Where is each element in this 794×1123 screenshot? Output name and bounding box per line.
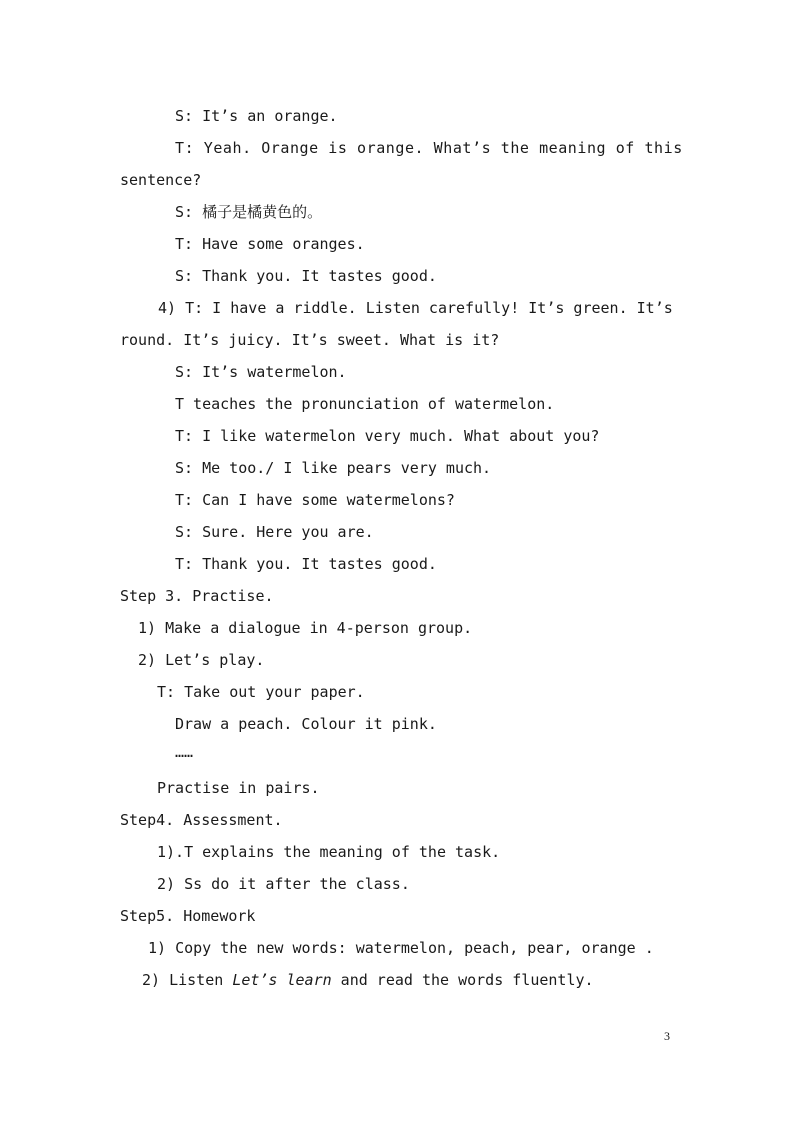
- text-line: 1) Copy the new words: watermelon, peach, pear, orange .: [148, 939, 654, 957]
- text-line: T: Thank you. It tastes good.: [175, 555, 437, 573]
- text-line: S: Me too./ I like pears very much.: [175, 459, 492, 477]
- text-line: S: Thank you. It tastes good.: [175, 267, 437, 285]
- text-line: S: 橘子是橘黄色的。: [175, 203, 323, 221]
- text-line: T teaches the pronunciation of watermelon.: [175, 395, 555, 413]
- text-line: T: Can I have some watermelons?: [175, 491, 455, 509]
- text-line: 1) Make a dialogue in 4-person group.: [138, 619, 473, 637]
- italic-title: Let’s learn: [232, 971, 332, 989]
- text-line: [142, 970, 594, 990]
- text-line: 1).T explains the meaning of the task.: [157, 843, 501, 861]
- text-line: Draw a peach. Colour it pink.: [175, 715, 437, 733]
- step-heading: Step4. Assessment.: [120, 811, 283, 829]
- text-line: T: Yeah. Orange is orange. What’s the meaning of this: [175, 139, 683, 157]
- text-line: 2) Ss do it after the class.: [157, 875, 410, 893]
- step-heading: Step5. Homework: [120, 907, 256, 925]
- text-segment: and read the words fluently.: [331, 971, 594, 989]
- text-line: S: It’s an orange.: [175, 107, 338, 125]
- text-line: T: Have some oranges.: [175, 235, 365, 253]
- text-line: 4) T: I have a riddle. Listen carefully! It’s green. It’s: [158, 299, 673, 317]
- ellipsis: ……: [175, 743, 194, 761]
- text-line: T: I like watermelon very much. What about you?: [175, 427, 600, 445]
- text-line: S: It’s watermelon.: [175, 363, 347, 381]
- page-number: 3: [664, 1029, 670, 1043]
- text-line: 2) Let’s play.: [138, 651, 265, 669]
- step-heading: Step 3. Practise.: [120, 587, 274, 605]
- text-segment: 2) Listen: [142, 971, 233, 989]
- text-line: Practise in pairs.: [157, 779, 320, 797]
- text-line: S: Sure. Here you are.: [175, 523, 374, 541]
- text-line: T: Take out your paper.: [157, 683, 365, 701]
- text-line: sentence?: [120, 171, 202, 189]
- text-line: round. It’s juicy. It’s sweet. What is it?: [120, 331, 500, 349]
